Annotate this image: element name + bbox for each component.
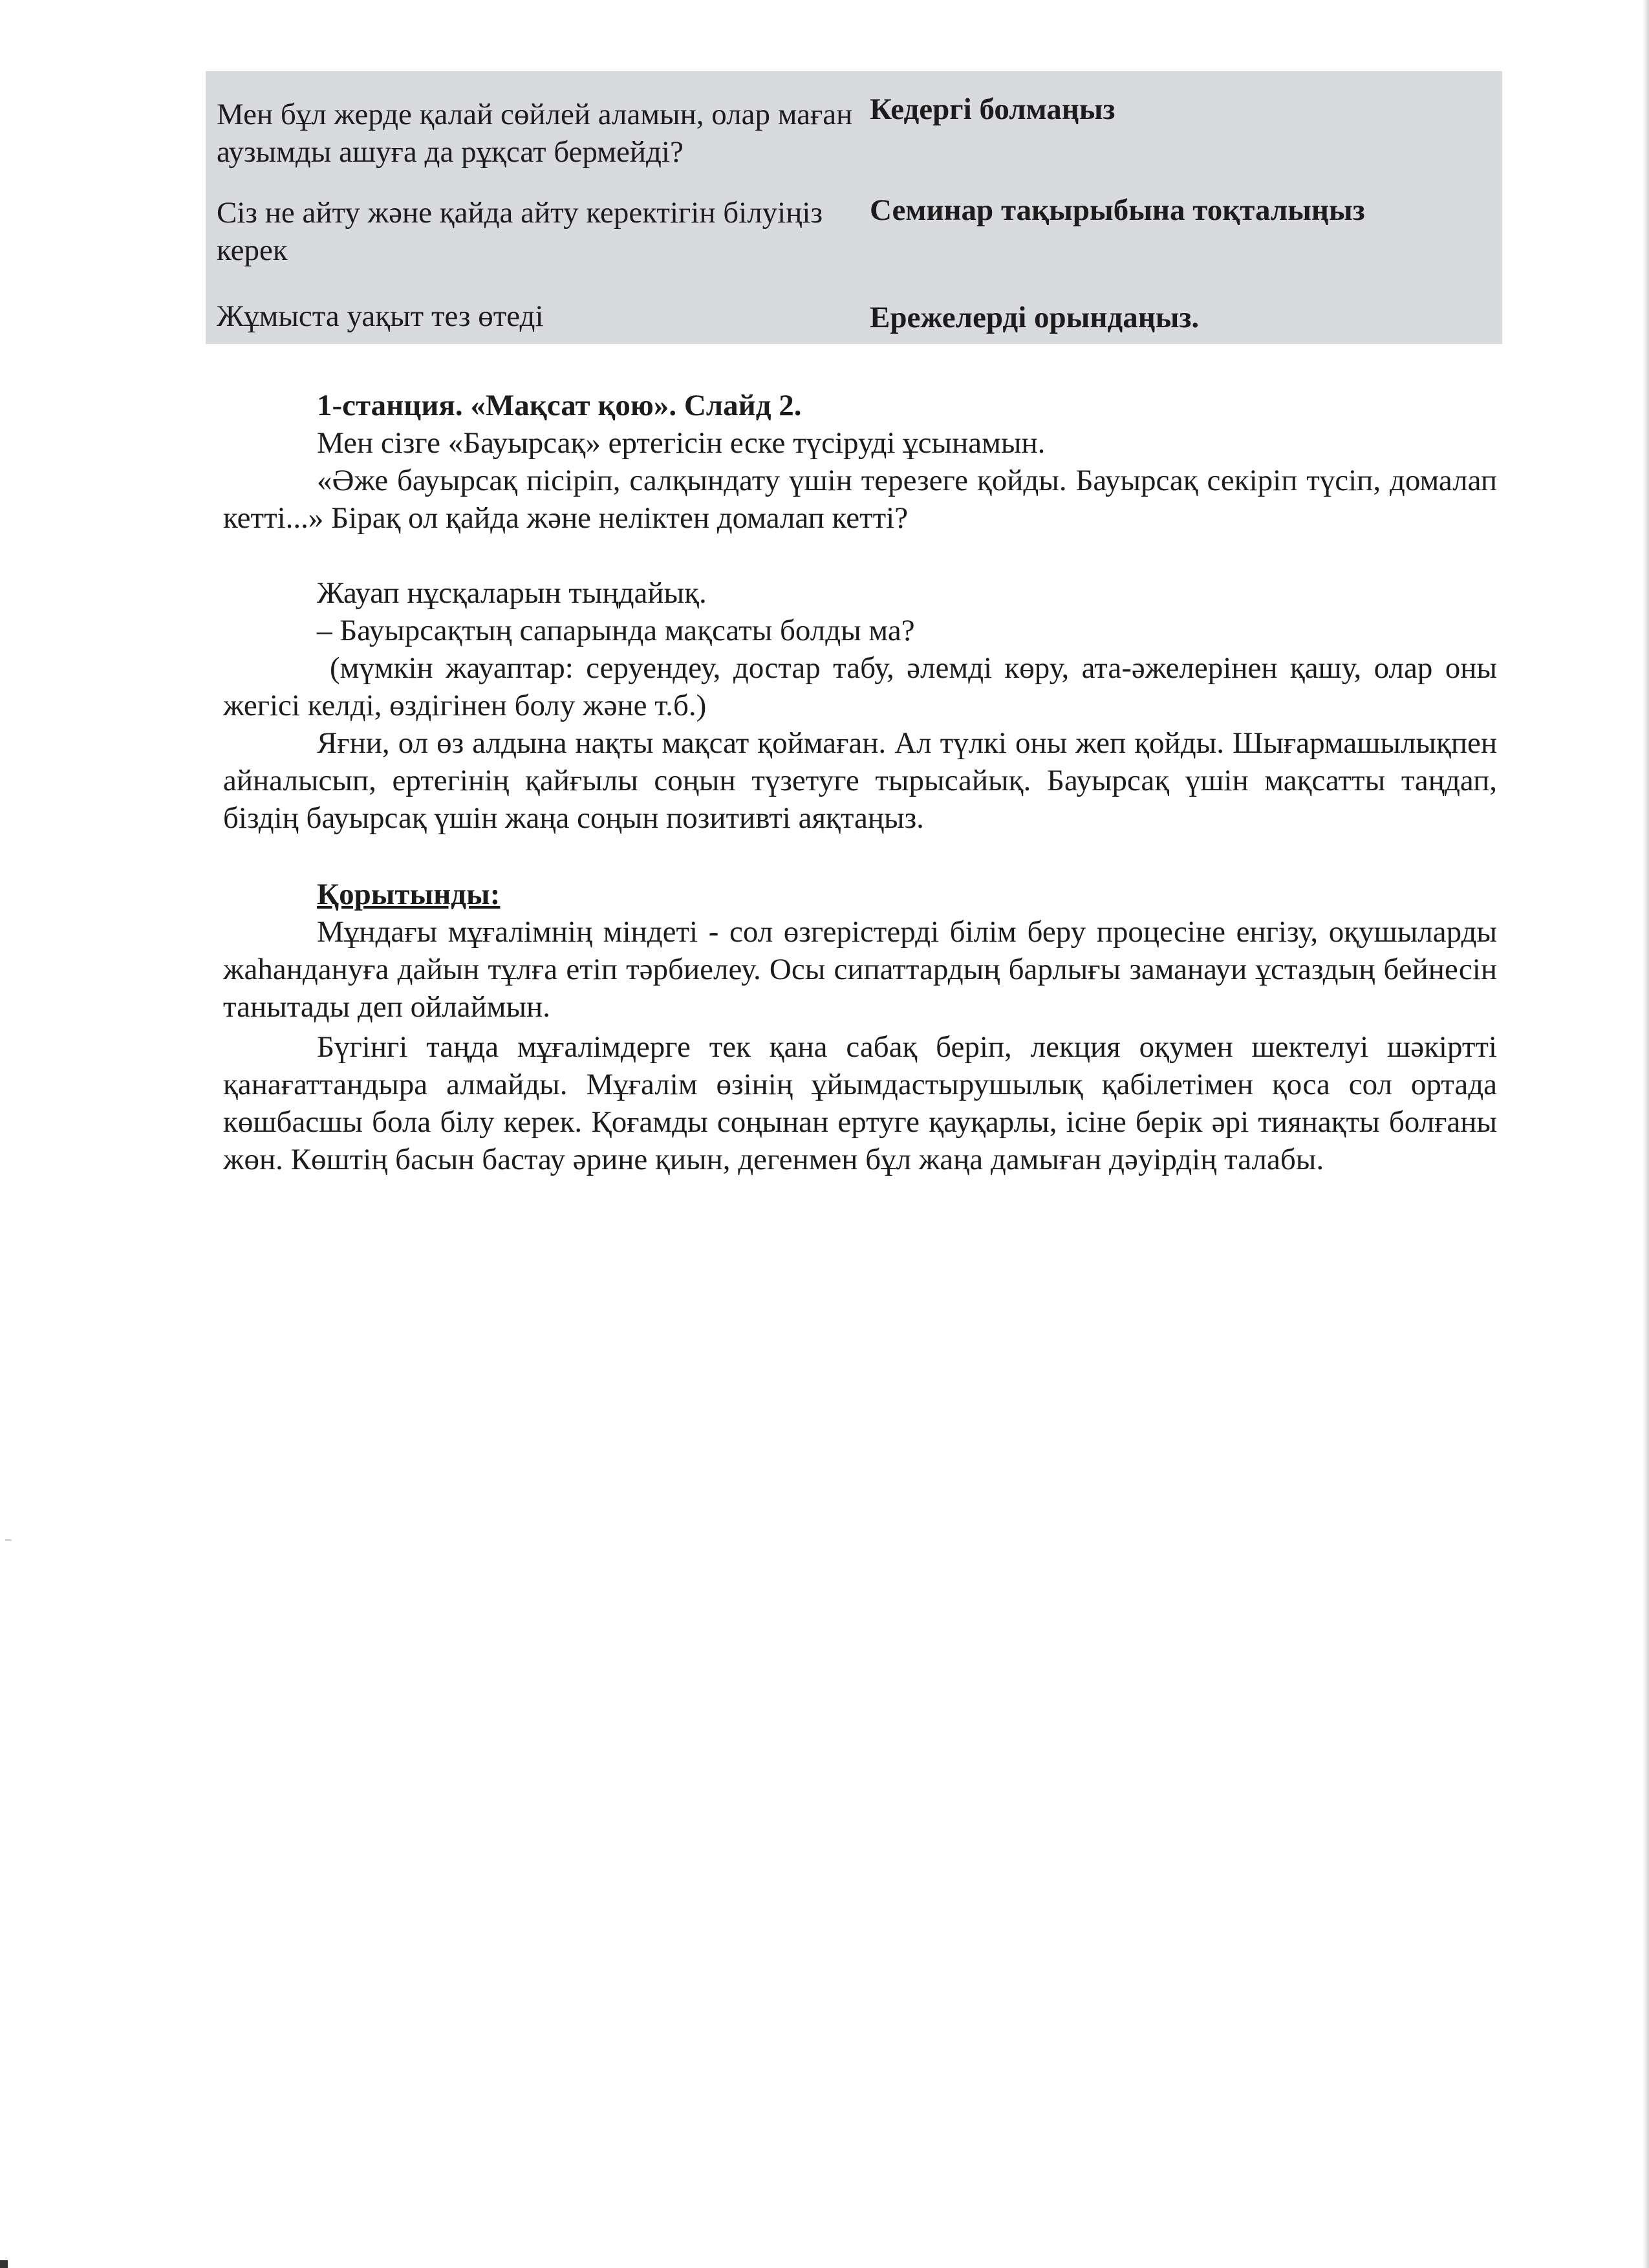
station-paragraph-2: «Әже бауырсақ пісіріп, салқындату үшін терезеге қойды. Бауырсақ секіріп түсіп, домалап кетті...» Бірақ ол қайда және неліктен домалап кетті? — [223, 464, 1497, 535]
table-row-2-left-cell: Сіз не айту және қайда айту керектігін білуіңіз керек — [217, 196, 823, 267]
station-paragraph-1: Мен сізге «Бауырсақ» ертегісін еске түсіруді ұсынамын. — [317, 426, 1046, 460]
scan-speck — [5, 1539, 12, 1541]
station-paragraph-4: – Бауырсақтың сапарында мақсаты болды ма? — [317, 614, 915, 647]
scan-right-edge — [1643, 0, 1649, 2268]
scan-corner-mark — [0, 2260, 8, 2268]
table-row-1-right-cell: Кедергі болмаңыз — [870, 92, 1116, 126]
table-row-1-left-cell: Мен бұл жерде қалай сөйлей аламын, олар маған аузымды ашуға да рұқсат бермейді? — [217, 98, 853, 169]
station-paragraph-3: Жауап нұсқаларын тыңдайық. — [317, 576, 707, 610]
station-paragraph-6: Яғни, ол өз алдына нақты мақсат қоймаған. Ал түлкі оны жеп қойды. Шығармашылықпен айналысып, ертегінің қайғылы соңын түзетуге тырысайық. Бауырсақ үшін мақсатты таңдап, біздің бауырсақ үшін жаңа соңын позитивті аяқтаңыз. — [223, 726, 1497, 835]
table-row-3-right-cell: Ережелерді орындаңыз. — [870, 301, 1200, 334]
table-row-3-left-cell: Жұмыста уақыт тез өтеді — [217, 299, 544, 333]
table-row-2-right-cell: Семинар тақырыбына тоқталыңыз — [870, 193, 1365, 227]
station-paragraph-5: (мүмкін жауаптар: серуендеу, достар табу, әлемді көру, ата-әжелерінен қашу, олар оны жегісі келді, өздігінен болу және т.б.) — [223, 651, 1497, 722]
conclusion-paragraph-2: Бүгінгі таңда мұғалімдерге тек қана сабақ беріп, лекция оқумен шектелуі шәкіртті қанағаттандыра алмайды. Мұғалім өзінің ұйымдастырушылық қабілетімен қоса сол ортада көшбасшы бола білу керек. Қоғамды соңынан ертуге қауқарлы, ісіне берік әрі тиянақты болғаны жөн. Көштің басын бастау әрине қиын, дегенмен бұл жаңа дамыған дәуірдің талабы. — [223, 1030, 1497, 1176]
conclusion-heading: Қорытынды: — [317, 878, 501, 911]
station-heading: 1-станция. «Мақсат қою». Слайд 2. — [317, 389, 802, 422]
conclusion-paragraph-1: Мұндағы мұғалімнің міндеті - сол өзгерістерді білім беру процесіне енгізу, оқушыларды жаһандануға дайын тұлға етіп тәрбиелеу. Осы сипаттардың барлығы заманауи ұстаздың бейнесін танытады деп ойлаймын. — [223, 915, 1497, 1024]
